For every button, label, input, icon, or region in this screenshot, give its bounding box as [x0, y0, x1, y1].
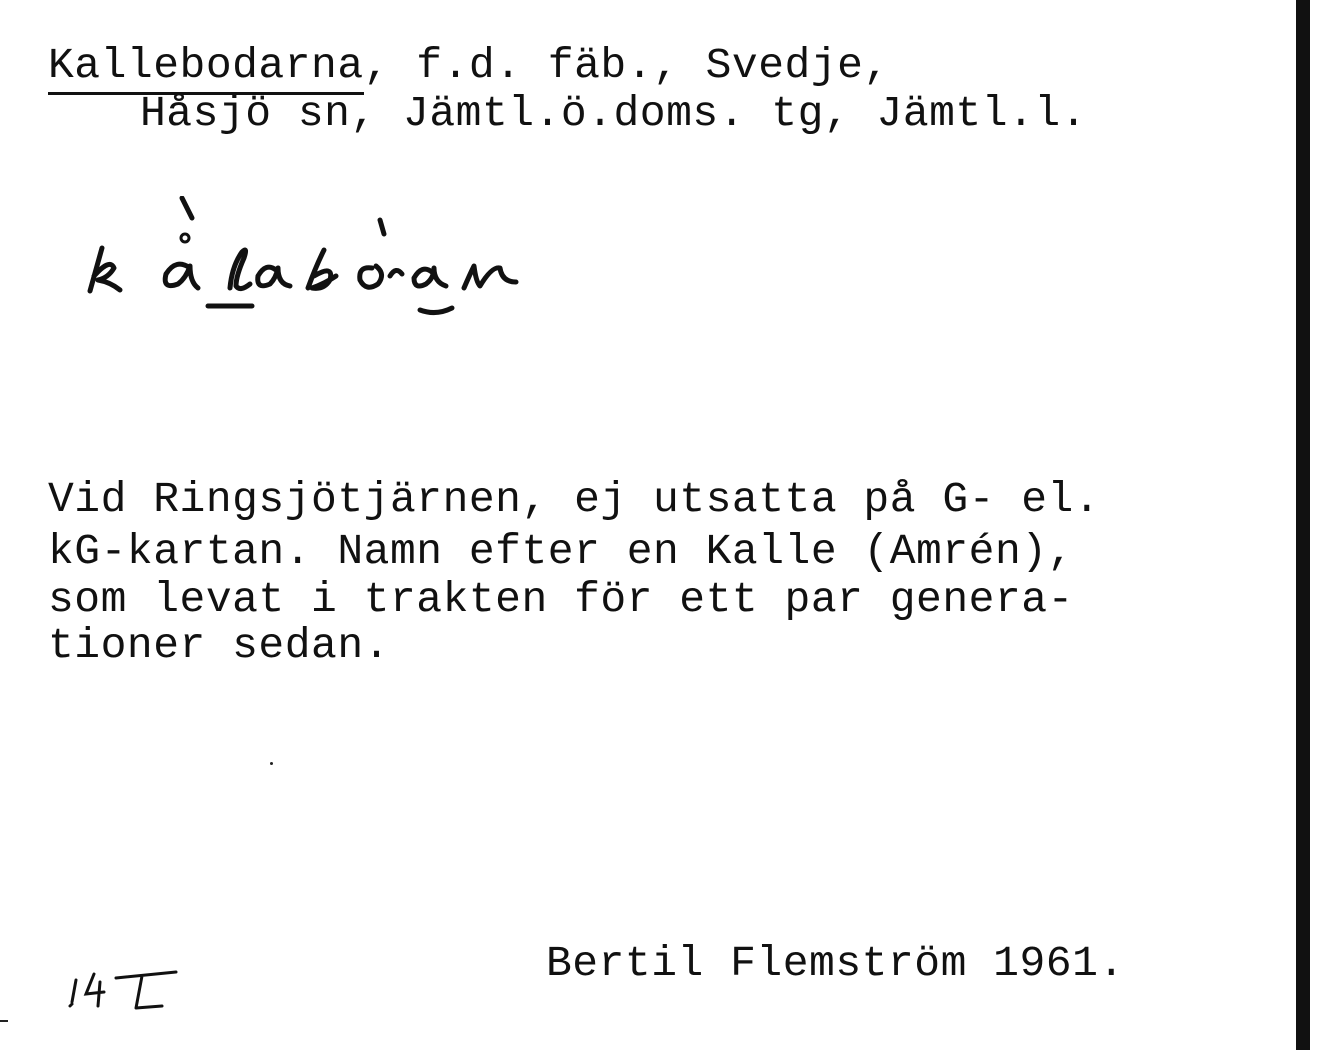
card-heading-line-2: Håsjö sn, Jämtl.ö.doms. tg, Jämtl.l. — [140, 89, 1087, 138]
card-edge — [1296, 0, 1310, 1050]
body-line-4: tioner sedan. — [48, 621, 390, 670]
body-line-3: som levat i trakten för ett par genera- — [48, 575, 1074, 624]
signature: Bertil Flemström 1961. — [546, 939, 1125, 988]
margin-note — [64, 962, 184, 1022]
body-line-1: Vid Ringsjötjärnen, ej utsatta på G- el. — [48, 475, 1101, 524]
edge-tick — [0, 1020, 8, 1022]
place-name: Kallebodarna — [48, 41, 364, 95]
speck — [270, 762, 273, 765]
handwritten-pronunciation — [80, 196, 640, 326]
heading-qualifiers: , f.d. fäb., Svedje, — [363, 41, 890, 90]
card-heading-line-1 — [48, 41, 890, 90]
body-line-2: kG-kartan. Namn efter en Kalle (Amrén), — [48, 527, 1074, 576]
